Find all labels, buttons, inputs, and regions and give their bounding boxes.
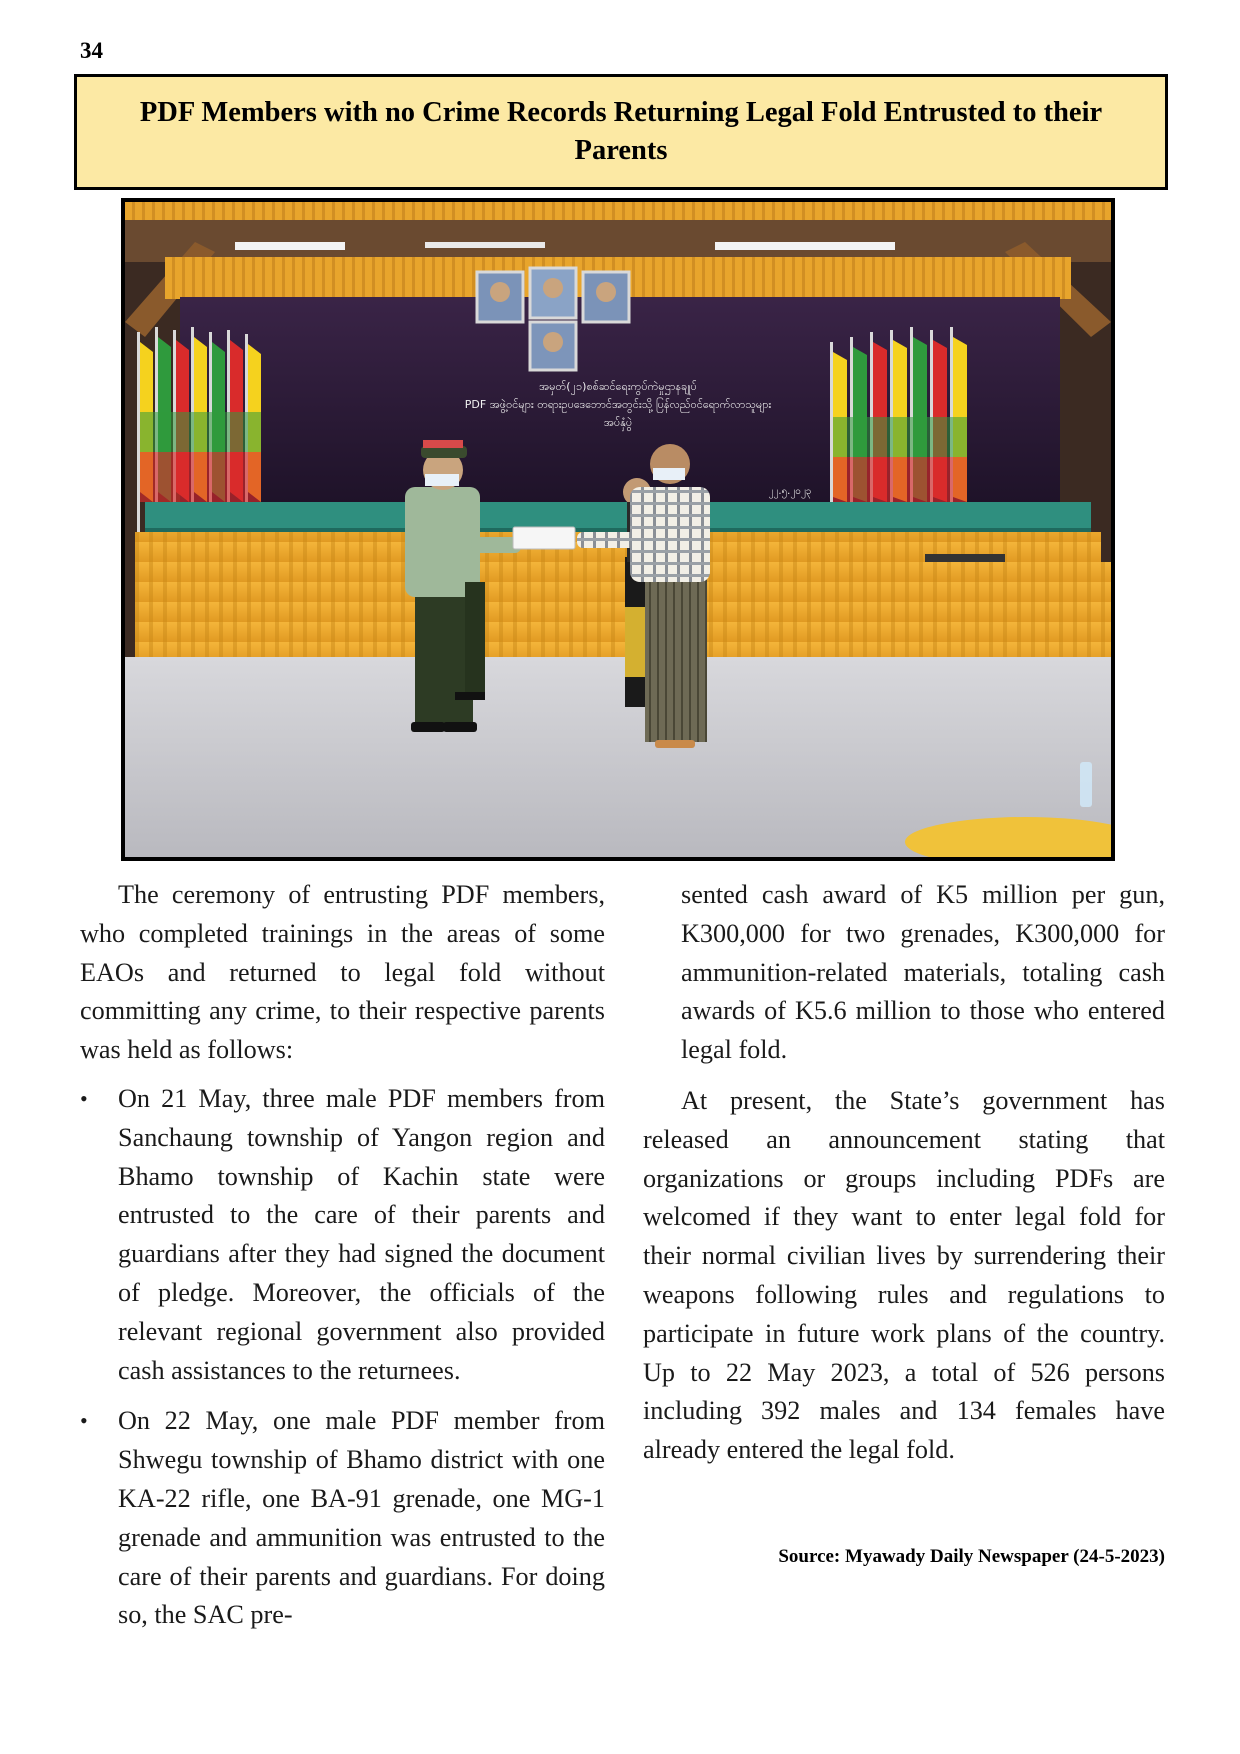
banner-line-2: PDF အဖွဲ့ဝင်များ တရားဥပဒေဘောင်အတွင်းသို့ ပြန်လည်ဝင်ရောက်လာသူများ xyxy=(464,398,772,411)
ceremony-photo xyxy=(121,198,1115,861)
banner-line-1: အမှတ်(၂၁)စစ်ဆင်ရေးကွပ်ကဲမှုဌာနချုပ် xyxy=(539,380,697,393)
intro-paragraph: The ceremony of entrusting PDF members, who completed trainings in the areas of some EAOs and returned to legal fold without committing any crime, to their respective parents was held as follows: xyxy=(80,880,605,1065)
title-banner xyxy=(74,74,1168,190)
ceremony-photo-image xyxy=(125,202,1111,857)
bullet-text: On 22 May, one male PDF member from Shwegu township of Bhamo district with one KA-22 rifle, one BA-91 grenade, one MG-1 grenade and ammunition was entrusted to the care of their parents and guardians. For doing so, the SAC pre- xyxy=(118,1406,605,1630)
page-number: 34 xyxy=(80,38,103,63)
bullet-text: On 21 May, three male PDF members from Sanchaung township of Yangon region and Bhamo township of Kachin state were entrusted to the care of their parents and guardians after they had signed the document of pledge. Moreover, the officials of the relevant regional government also provided cash assistances to the returnees. xyxy=(118,1083,605,1385)
bullet-list xyxy=(80,1080,605,1635)
bullet-marker: • xyxy=(80,1408,88,1434)
bullet-marker: • xyxy=(80,1085,88,1111)
list-item xyxy=(80,1402,605,1635)
banner-date: ၂၂.၅.၂၀၂၃ xyxy=(768,486,812,497)
source-citation: Source: Myawady Daily Newspaper (24-5-2023) xyxy=(778,1546,1165,1567)
closing-paragraph: At present, the State’s government has released an announcement stating that organizations or groups including PDFs are welcomed if they want to enter legal fold for their normal civilian lives by surrendering their weapons following rules and regulations to participate in future work plans of the country. Up to 22 May 2023, a total of 526 persons including 392 males and 134 females have already entered the legal fold. xyxy=(643,1085,1165,1465)
flags-left xyxy=(137,327,261,532)
column-left xyxy=(80,876,605,1635)
envelope xyxy=(513,527,575,549)
column-right xyxy=(643,876,1165,1470)
flags-right xyxy=(830,327,967,532)
list-item xyxy=(80,1080,605,1390)
article-title: PDF Members with no Crime Records Returning Legal Fold Entrusted to their Parents xyxy=(139,97,1103,166)
continuation-paragraph: sented cash award of K5 million per gun, K300,000 for two grenades, K300,000 for ammunition-related materials, totaling cash awards of K5.6 million to those who entered legal fold. xyxy=(681,880,1165,1065)
banner-line-3: အပ်နှံပွဲ xyxy=(603,416,633,429)
